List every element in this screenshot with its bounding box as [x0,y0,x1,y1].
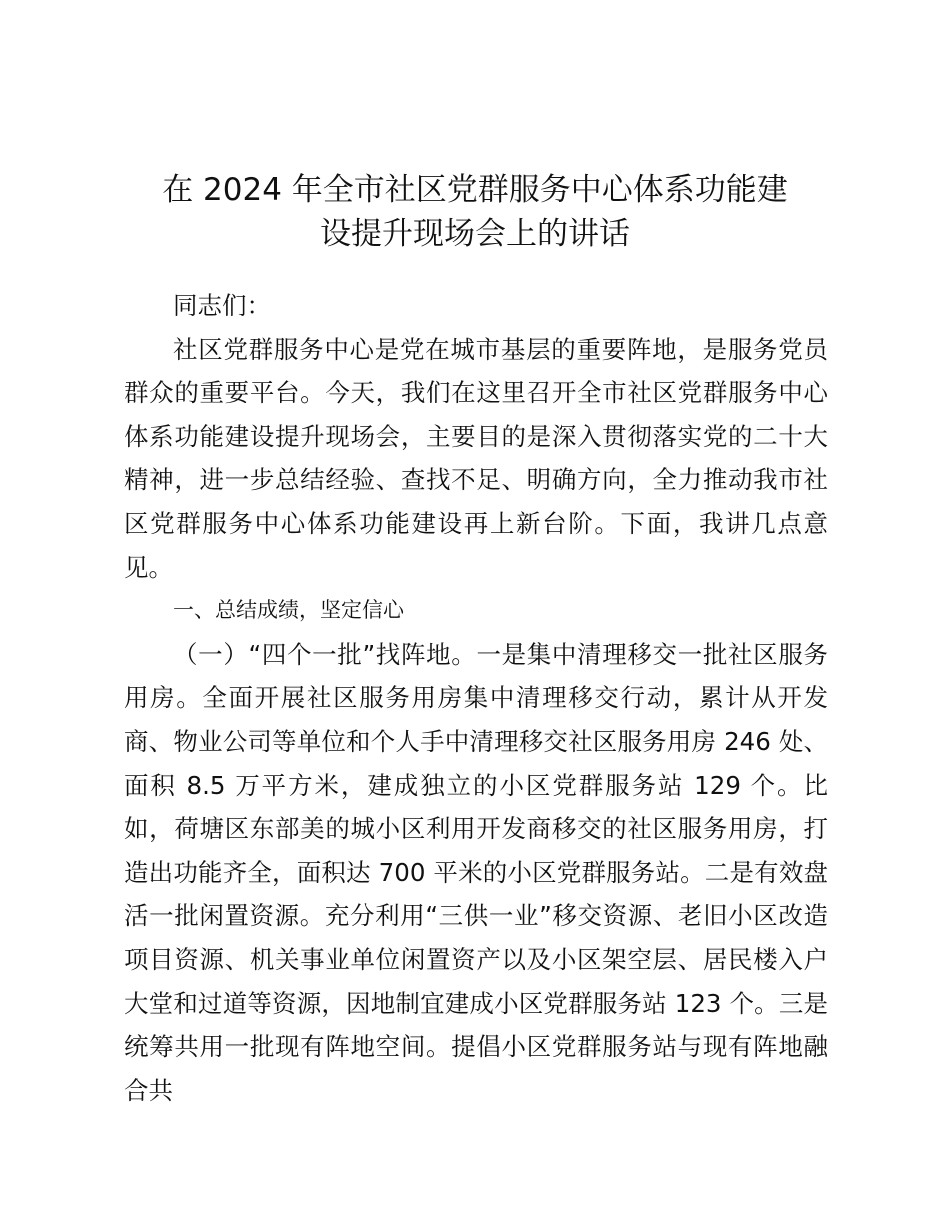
document-body [124,284,828,1112]
document-title [120,168,830,256]
intro-paragraph: 社区党群服务中心是党在城市基层的重要阵地，是服务党员群众的重要平台。今天，我们在这里召开全市社区党群服务中心体系功能建设提升现场会，主要目的是深入贯彻落实党的二十大精神，进一步总结经验、查找不足、明确方向，全力推动我市社区党群服务中心体系功能建设再上新台阶。下面，我讲几点意见。 [124,334,828,582]
section-heading: 一、总结成绩，坚定信心 [173,598,404,623]
title-line-2: 设提升现场会上的讲话 [320,216,630,252]
salutation: 同志们： [173,291,271,320]
body-paragraph: （一）“四个一批”找阵地。一是集中清理移交一批社区服务用房。全面开展社区服务用房集中清理移交行动，累计从开发商、物业公司等单位和个人手中清理移交社区服务用房 246 处、面积 8.5 万平方米，建成独立的小区党群服务站 129 个。比如，荷塘区东部美的城小区利用开发商移交的社区服务用房，打造出功能齐全，面积达 700 平米的小区党群服务站。二是有效盘活一批闲置资源。充分利用“三供一业”移交资源、老旧小区改造项目资源、机关事业单位闲置资产以及小区架空层、居民楼入户大堂和过道等资源，因地制宜建成小区党群服务站 123 个。三是统筹共用一批现有阵地空间。提倡小区党群服务站与现有阵地融合共 [124,639,828,1105]
title-line-1: 在 2024 年全市社区党群服务中心体系功能建 [162,172,788,208]
